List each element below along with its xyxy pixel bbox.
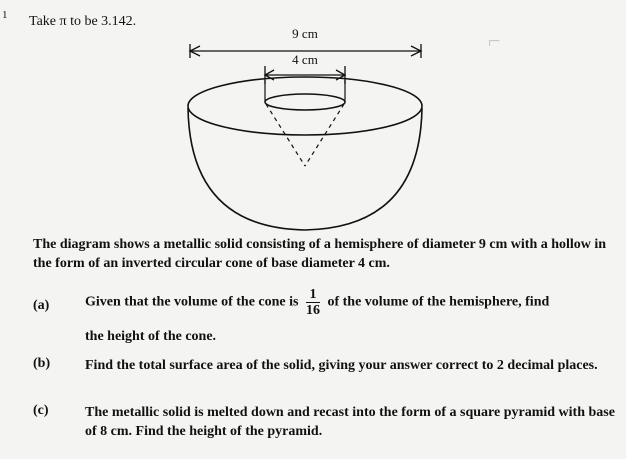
fraction-denominator: 16 xyxy=(305,303,320,318)
part-b-label: (b) xyxy=(33,356,51,371)
part-c-label: (c) xyxy=(33,403,49,418)
hemisphere-cone-diagram xyxy=(170,16,440,238)
part-a-line2: the height of the cone. xyxy=(85,329,217,344)
hemisphere-rim xyxy=(188,77,422,135)
bleed-through-mark: ⌐ xyxy=(488,28,501,53)
fraction-one-sixteenth xyxy=(306,287,320,318)
inner-dimension-arrow xyxy=(265,66,345,84)
fraction-numerator: 1 xyxy=(306,287,320,303)
outer-dimension-label: 9 cm xyxy=(292,26,318,41)
part-a-line1 xyxy=(85,287,620,318)
inner-dimension-label: 4 cm xyxy=(292,52,318,67)
part-c-text: The metallic solid is melted down and recast into the form of a square pyramid with base of 8 cm. Find the height of the pyramid. xyxy=(85,405,615,439)
part-a-label: (a) xyxy=(33,298,50,313)
part-a-text-before: Given that the volume of the cone is xyxy=(85,294,299,310)
part-a-text-after: of the volume of the hemisphere, find xyxy=(327,294,550,310)
problem-intro: The diagram shows a metallic solid consisting of a hemisphere of diameter 9 cm with a hollow in the form of an inverted circular cone of base diameter 4 cm. xyxy=(33,237,607,271)
cone-opening xyxy=(265,94,345,110)
part-b-text: Find the total surface area of the solid, giving your answer correct to 2 decimal places. xyxy=(85,358,598,373)
question-number: 1 xyxy=(2,9,8,21)
instruction-text: Take π to be 3.142. xyxy=(29,14,137,29)
cone-extension-lines xyxy=(265,80,345,102)
